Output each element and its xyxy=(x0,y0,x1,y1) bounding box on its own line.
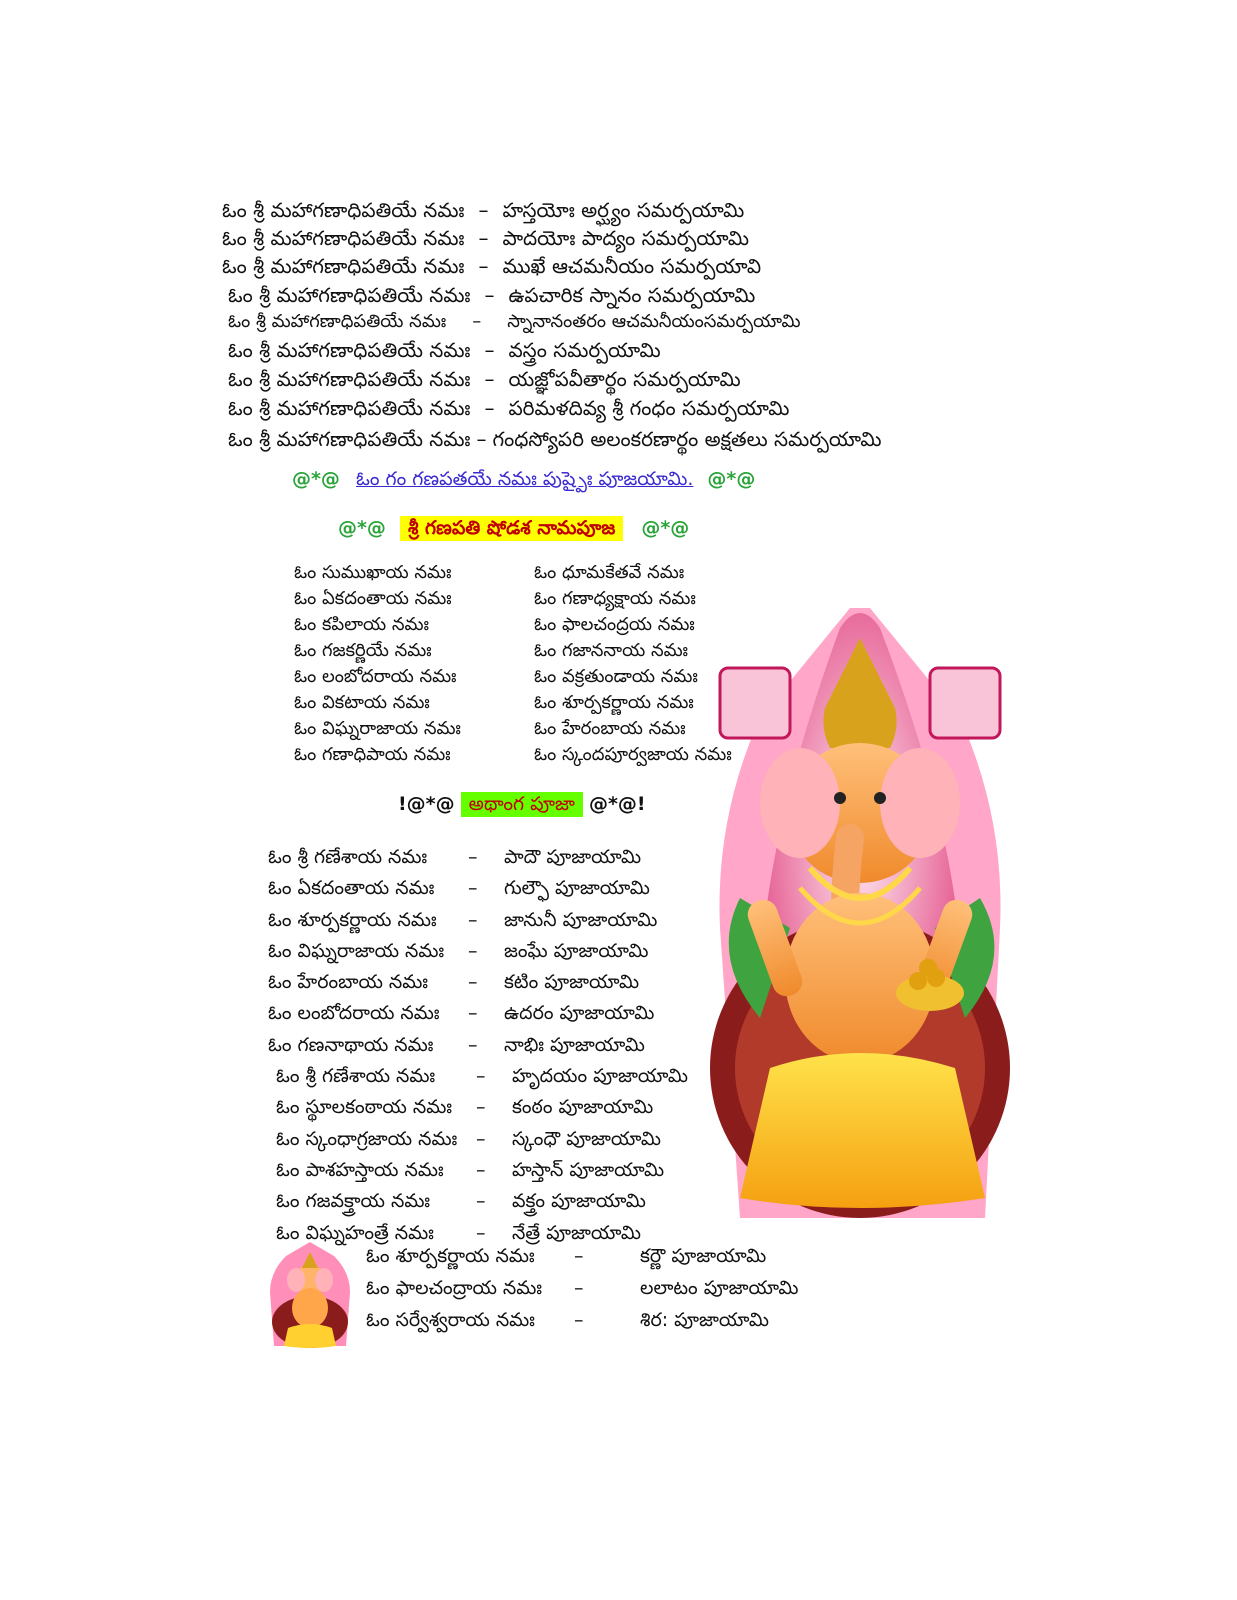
anga-list xyxy=(268,842,688,1249)
upachara-line-3: ఓం శ్రీ మహాగణాధిపతియే నమః – ముఖే ఆచమనీయం సమర్పయావి xyxy=(222,254,762,278)
ganesha-picture xyxy=(700,598,1026,1222)
upachara-line-1: ఓం శ్రీ మహాగణాధిపతియే నమః – హస్తయోః అర్ఘ్యం సమర్పయామి xyxy=(222,198,745,222)
nama-item: ఓం లంబోదరాయ నమః xyxy=(294,666,457,687)
upachara-line-5: ఓం శ్రీ మహాగణాధిపతియే నమః – స్నానానంతరం ఆచమనీయంసమర్పయామి xyxy=(228,311,801,332)
pushpa-mantra: ఓం గం గణపతయే నమః పుష్పైః పూజయామి. xyxy=(355,468,694,490)
anga-row: ఓం గజవక్త్రాయ నమః – వక్త్రం పూజాయామి xyxy=(276,1190,646,1213)
nama-item: ఓం ధూమకేతవే నమః xyxy=(534,562,685,583)
decorative-symbol: @*@! xyxy=(588,793,646,815)
anga-row: ఓం పాశహస్తాయ నమః – హస్తాన్ పూజాయామి xyxy=(276,1158,665,1181)
decorative-symbol: @*@ xyxy=(292,468,340,490)
nama-item: ఓం శూర్పకర్ణాయ నమః xyxy=(534,692,694,713)
nama-item: ఓం వికటాయ నమః xyxy=(294,692,430,713)
upachara-line-8: ఓం శ్రీ మహాగణాధిపతియే నమః – పరిమళదివ్య శ్రీ గంధం సమర్పయామి xyxy=(228,396,790,420)
anga-row: ఓం గణనాథాయ నమః – నాభిః పూజాయామి xyxy=(268,1033,645,1056)
anga-row: ఓం శూర్పకర్ణాయ నమః – జానునీ పూజాయామి xyxy=(268,908,658,931)
pushpa-line xyxy=(292,470,755,489)
nama-item: ఓం హేరంబాయ నమః xyxy=(534,718,686,739)
upachara-line-6: ఓం శ్రీ మహాగణాధిపతియే నమః – వస్త్రం సమర్పయామి xyxy=(228,338,661,362)
upachara-line-7: ఓం శ్రీ మహాగణాధిపతియే నమః – యజ్ఞోపవీతార్థం సమర్పయామి xyxy=(228,367,741,391)
shodasha-title: శ్రీ గణపతి షోడశ నామపూజ xyxy=(400,516,623,541)
anga-row: ఓం స్కంధాగ్రజాయ నమః – స్కంధౌ పూజాయామి xyxy=(276,1127,661,1150)
anga-tail-list xyxy=(366,1240,799,1336)
upachara-line-9: ఓం శ్రీ మహాగణాధిపతియే నమః – గంధస్యోపరి అలంకరణార్థం అక్షతలు సమర్పయామి xyxy=(228,427,882,451)
anga-row: ఓం శ్రీ గణేశాయ నమః – పాదౌ పూజాయామి xyxy=(268,846,642,868)
ganesha-thumbnail xyxy=(266,1242,354,1348)
nama-item: ఓం సుముఖాయ నమః xyxy=(294,562,452,583)
decorative-symbol: @*@ xyxy=(338,517,386,539)
upachara-line-4: ఓం శ్రీ మహాగణాధిపతియే నమః – ఉపచారిక స్నానం సమర్పయామి xyxy=(228,283,756,307)
anga-row: ఓం విఘ్నహంత్రే నమః – నేత్రే పూజాయామి xyxy=(276,1221,641,1244)
anga-row: ఓం స్థూలకంఠాయ నమః – కంఠం పూజాయామి xyxy=(276,1096,654,1119)
nama-item: ఓం వక్రతుండాయ నమః xyxy=(534,666,698,687)
nama-item: ఓం గణాధ్యక్షాయ నమః xyxy=(534,588,696,609)
anga-row: ఓం లంబోదరాయ నమః – ఉదరం పూజాయామి xyxy=(268,1002,655,1025)
anga-heading xyxy=(398,792,646,817)
nama-item: ఓం గజాననాయ నమః xyxy=(534,640,688,661)
anga-row: ఓం ఏకదంతాయ నమః – గుల్ఫౌ పూజాయామి xyxy=(268,877,650,900)
decorative-symbol: @*@ xyxy=(641,517,690,539)
nama-item: ఓం గజకర్ణియే నమః xyxy=(294,640,432,661)
nama-item: ఓం ఫాలచంద్రయ నమః xyxy=(534,614,695,635)
decorative-symbol: !@*@ xyxy=(398,793,455,815)
shodasha-heading xyxy=(338,516,689,541)
anga-title: అథాంగ పూజా xyxy=(461,792,583,817)
nama-item: ఓం కపిలాయ నమః xyxy=(294,614,429,635)
nama-item: ఓం గణాధిపాయ నమః xyxy=(294,744,451,765)
nama-item: ఓం స్కందపూర్వజాయ నమః xyxy=(534,744,732,765)
anga-row: ఓం విఘ్నరాజాయ నమః – జంఘే పూజాయామి xyxy=(268,939,649,962)
anga-row: ఓం సర్వేశ్వరాయ నమః – శిర: పూజాయామి xyxy=(366,1309,769,1331)
anga-row: ఓం ఫాలచంద్రాయ నమః – లలాటం పూజాయామి xyxy=(366,1277,799,1299)
nama-item: ఓం ఏకదంతాయ నమః xyxy=(294,588,452,609)
upachara-line-2: ఓం శ్రీ మహాగణాధిపతియే నమః – పాదయోః పాద్యం సమర్పయామి xyxy=(222,226,750,250)
anga-row: ఓం శ్రీ గణేశాయ నమః – హృదయం పూజాయామి xyxy=(276,1065,688,1088)
decorative-symbol: @*@ xyxy=(707,468,756,490)
shodasha-left-column xyxy=(294,560,461,768)
nama-item: ఓం విఘ్నరాజాయ నమః xyxy=(294,718,461,739)
anga-row: ఓం శూర్పకర్ణాయ నమః – కర్ణౌ పూజాయామి xyxy=(366,1245,767,1267)
anga-row: ఓం హేరంబాయ నమః – కటిం పూజాయామి xyxy=(268,971,640,994)
